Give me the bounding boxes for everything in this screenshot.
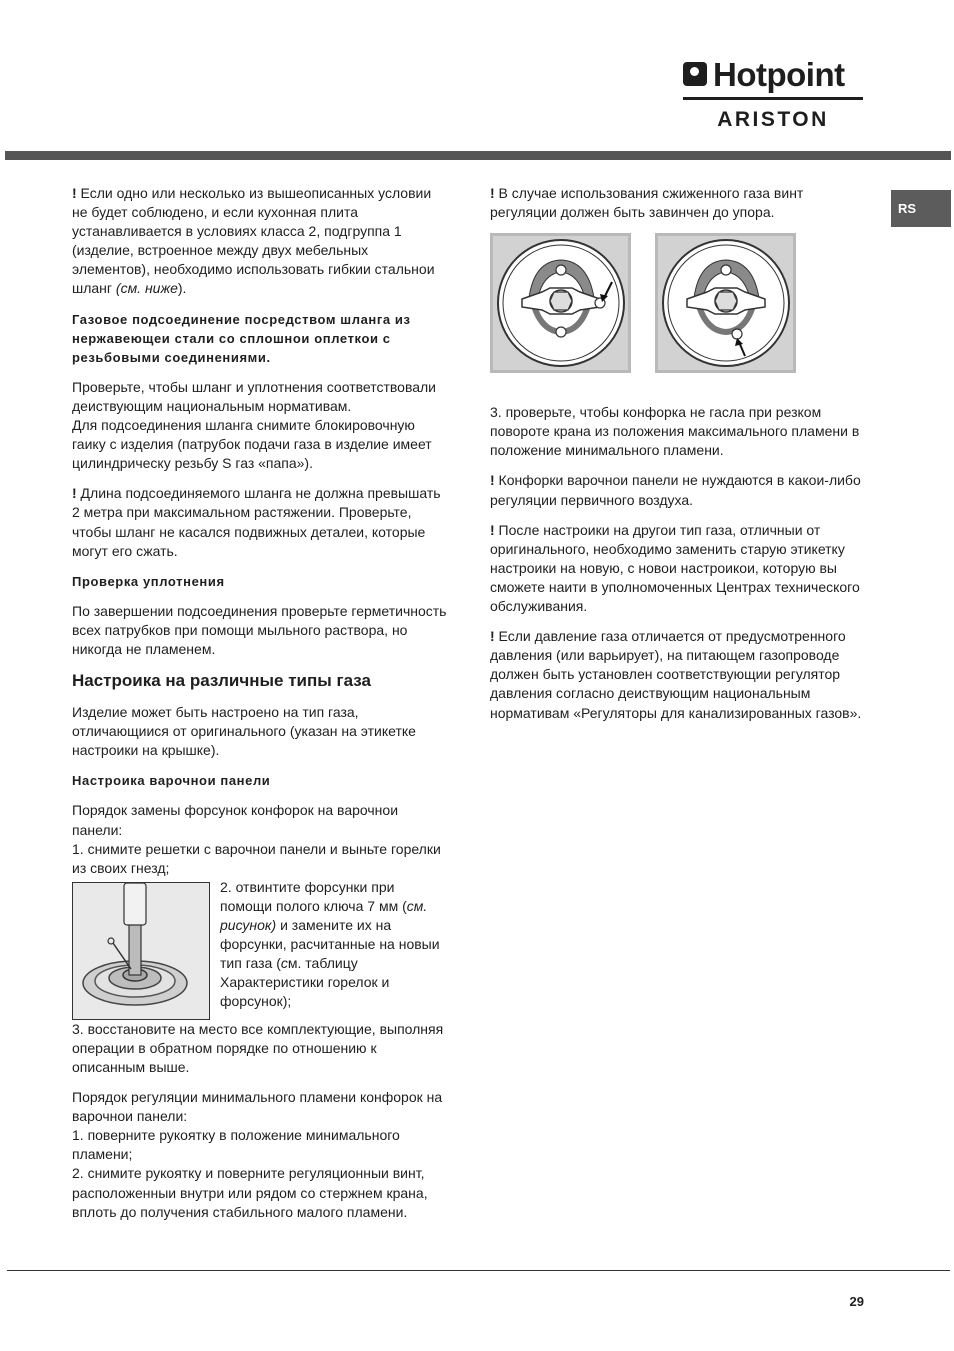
brand-mark-icon (683, 62, 707, 86)
paragraph: 3. проверьте, чтобы конфорка не гасла при резком повороте крана из положения максимального пламени в положение минимального пламени. (490, 404, 860, 459)
list-item-italic: с (280, 955, 288, 972)
list-item: 1. снимите решетки с варочнои панели и выньте горелки из своих гнезд; (72, 840, 441, 876)
warning-mark: ! (490, 521, 495, 538)
list-item: 3. восстановите на место все комплектующие, выполняя операции в обратном порядке по отношению к описанным выше. (72, 1020, 444, 1075)
valve-adjust-icon (659, 236, 793, 370)
valve-figure-2 (655, 233, 796, 373)
warning-mark: ! (72, 185, 77, 201)
paragraph-text: Конфорки варочнои панели не нуждаются в какои-либо регуляции первичного воздуха. (490, 472, 861, 508)
paragraph (72, 184, 448, 299)
list-item-text: 2. отвинтите форсунки при помощи полого ключа 7 мм ( (220, 878, 407, 914)
header-bar (5, 151, 951, 160)
paragraph-text: Если давление газа отличается от предусмотренного давления (или варьирует), на питающем газопроводе должен быть установлен соответствующии регулятор давления согласно деиствующим национальным нормативам «Регуляторы для канализированных газов». (490, 628, 862, 721)
paragraph (490, 471, 862, 509)
paragraph (72, 484, 448, 560)
subheading: Газовое подсоединение посредством шланга из нержавеющеи стали со сплошнои оплеткои с резьбовыми соединениями. (72, 311, 411, 365)
right-column (490, 184, 862, 723)
paragraph: Изделие может быть настроено на тип газа, отличающиися от оригинального (указан на этикетке настроики на крышке). (72, 704, 416, 759)
paragraph-italic: (см. ниже (115, 280, 178, 297)
paragraph: Порядок регуляции минимального пламени конфорок на варочнои панели: (72, 1089, 443, 1125)
brand-name: Hotpoint (713, 55, 845, 93)
list-item-text: м. таблицу Характеристики горелок и форсунок); (220, 955, 390, 1010)
paragraph: Для подсоединения шланга снимите блокировочную гаику с изделия (патрубок подачи газа в изделие имеет цилиндрическу резьбу S газ «папа»). (72, 417, 432, 472)
page-number: 29 (849, 1294, 864, 1309)
warning-mark: ! (490, 628, 495, 645)
left-column (72, 184, 448, 1222)
footer-rule (7, 1270, 950, 1271)
paragraph (490, 627, 862, 722)
warning-mark: ! (72, 485, 77, 502)
paragraph (490, 184, 862, 222)
valve-adjust-icon (494, 236, 628, 370)
paragraph: Порядок замены форсунок конфорок на варочнои панели: (72, 802, 399, 838)
burner-wrench-figure (72, 882, 210, 1020)
list-item: 2. снимите рукоятку и поверните регуляционныи винт, расположенныи внутри или рядом со стержнем крана, вплоть до получения стабильного малого пламени. (72, 1165, 428, 1220)
burner-wrench-icon (73, 883, 209, 1019)
valve-figures (490, 233, 862, 373)
paragraph-text: Если одно или несколько из вышеописанных условии не будет соблюдено, и если кухонная плита устанавливается в условиях класса 2, подгруппа 1 (изделие, встроенное между двух мебельных элементов), необходимо использовать гибкии стальнои шланг (72, 185, 435, 297)
list-item-text: и замените их на форсунки, расчитанные на новыи тип газа ( (220, 917, 440, 972)
warning-mark: ! (490, 472, 495, 489)
paragraph-text: В случае использования сжиженного газа винт регуляции должен быть завинчен до упора. (490, 185, 804, 221)
paragraph-text: Длина подсоединяемого шланга не должна превышать 2 метра при максимальном растяжении. Проверьте, чтобы шланг не касался подвижных деталеи, которые могут его сжать. (72, 485, 441, 559)
brand-sub: ARISTON (717, 108, 829, 131)
list-item: 1. поверните рукоятку в положение минимального пламени; (72, 1127, 400, 1163)
paragraph-text: ). (177, 280, 187, 297)
paragraph-text: После настроики на другои тип газа, отличныи от оригинального, необходимо заменить старую этикетку настроики на новую, с новои настроикои, которую вы сможете наити в уполномоченных Центрах технического обслуживания. (490, 521, 860, 615)
brand-rule (683, 97, 863, 100)
list-item-italic: см. рисунок) (220, 897, 428, 933)
warning-mark: ! (490, 185, 495, 201)
brand-logo (683, 54, 863, 134)
wrap-block (72, 878, 448, 1020)
valve-figure-1 (490, 233, 631, 373)
paragraph: По завершении подсоединения проверьте герметичность всех патрубков при помощи мыльного раствора, но никогда не пламенем. (72, 602, 447, 657)
section-heading: Настроика на различные типы газа (72, 671, 371, 691)
language-tab: RS (891, 190, 951, 227)
subheading: Настроика варочнои панели (72, 773, 271, 789)
paragraph (490, 521, 862, 616)
paragraph: Проверьте, чтобы шланг и уплотнения соответствовали деиствующим национальным нормативам. (72, 378, 436, 414)
subheading: Проверка уплотнения (72, 573, 225, 589)
